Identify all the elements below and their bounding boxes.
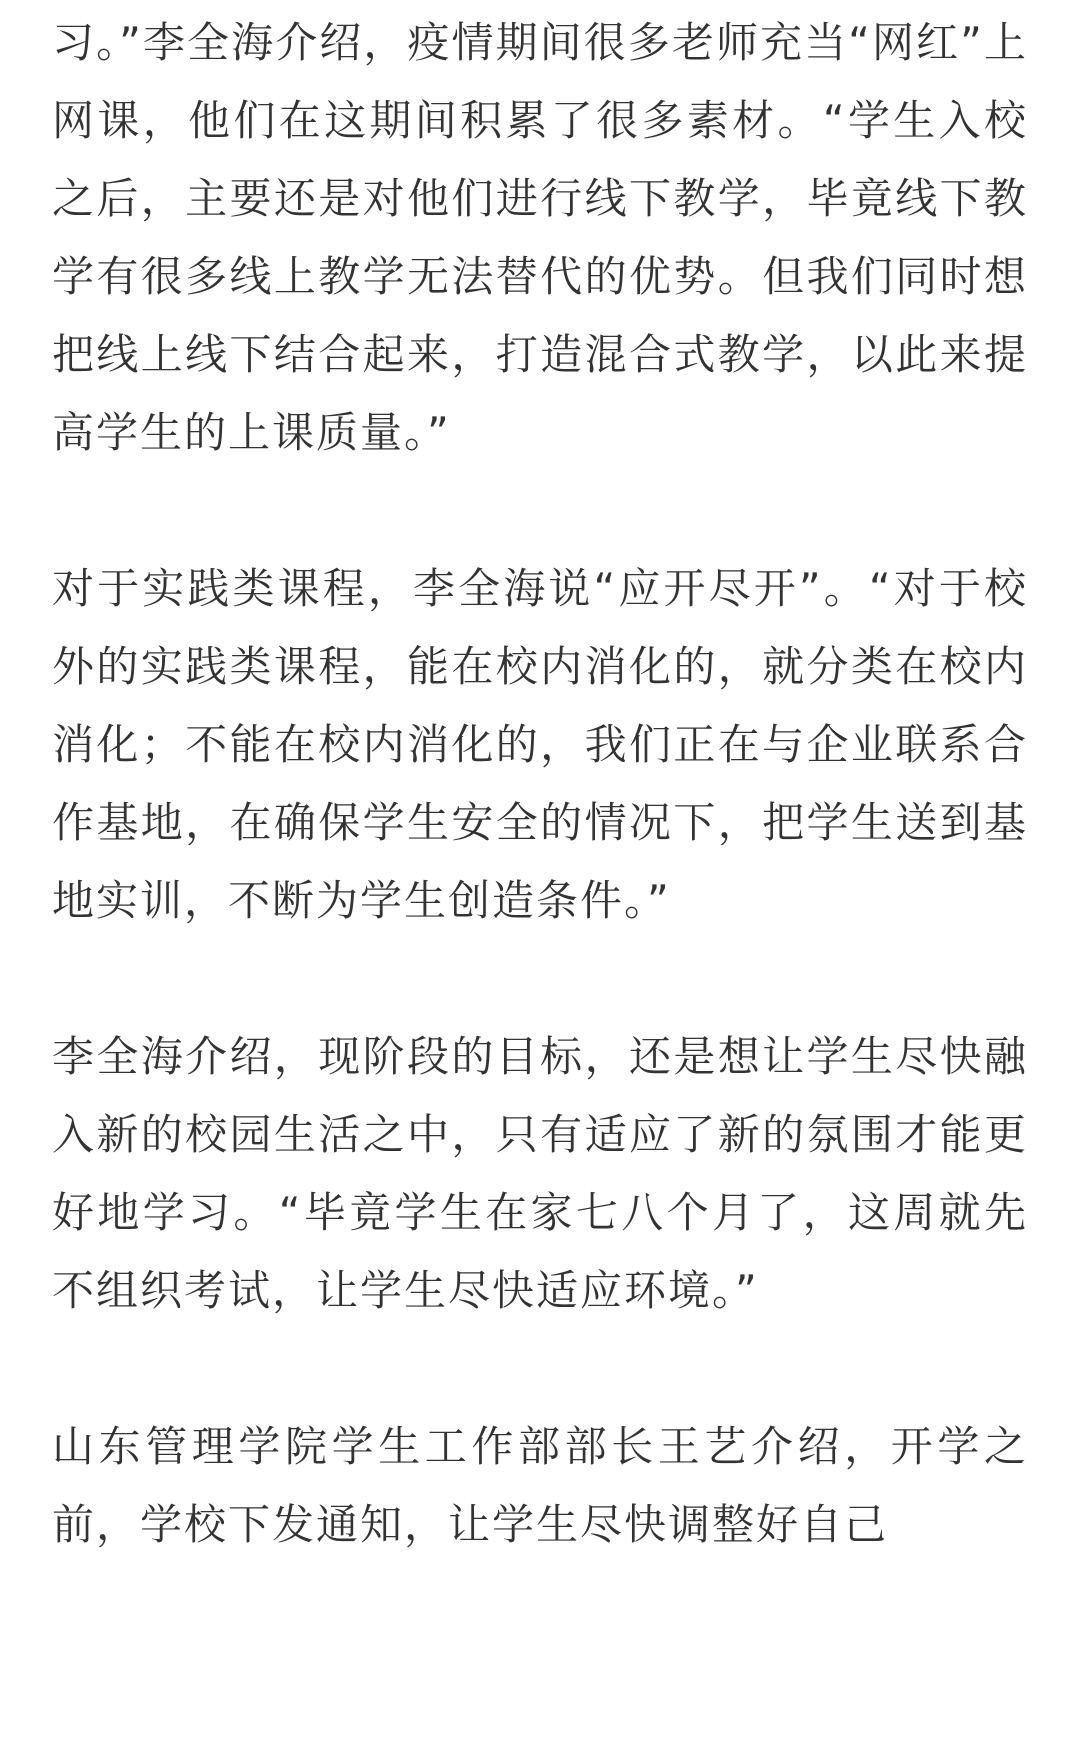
article-body [52, 4, 1028, 1642]
article-paragraph: 山东管理学院学生工作部部长王艺介绍，开学之前，学校下发通知，让学生尽快调整好自己 [52, 1422, 1028, 1549]
article-paragraph: 李全海介绍，现阶段的目标，还是想让学生尽快融入新的校园生活之中，只有适应了新的氛围才能更好地学习。“毕竟学生在家七八个月了，这周就先不组织考试，让学生尽快适应环境。” [52, 1032, 1028, 1315]
article-paragraph: 习。”李全海介绍，疫情期间很多老师充当“网红”上网课，他们在这期间积累了很多素材。“学生入校之后，主要还是对他们进行线下教学，毕竟线下教学有很多线上教学无法替代的优势。但我们同时想把线上线下结合起来，打造混合式教学，以此来提高学生的上课质量。” [52, 18, 1028, 457]
article-paragraph: 对于实践类课程，李全海说“应开尽开”。“对于校外的实践类课程，能在校内消化的，就分类在校内消化；不能在校内消化的，我们正在与企业联系合作基地，在确保学生安全的情况下，把学生送到基地实训，不断为学生创造条件。” [52, 564, 1028, 925]
